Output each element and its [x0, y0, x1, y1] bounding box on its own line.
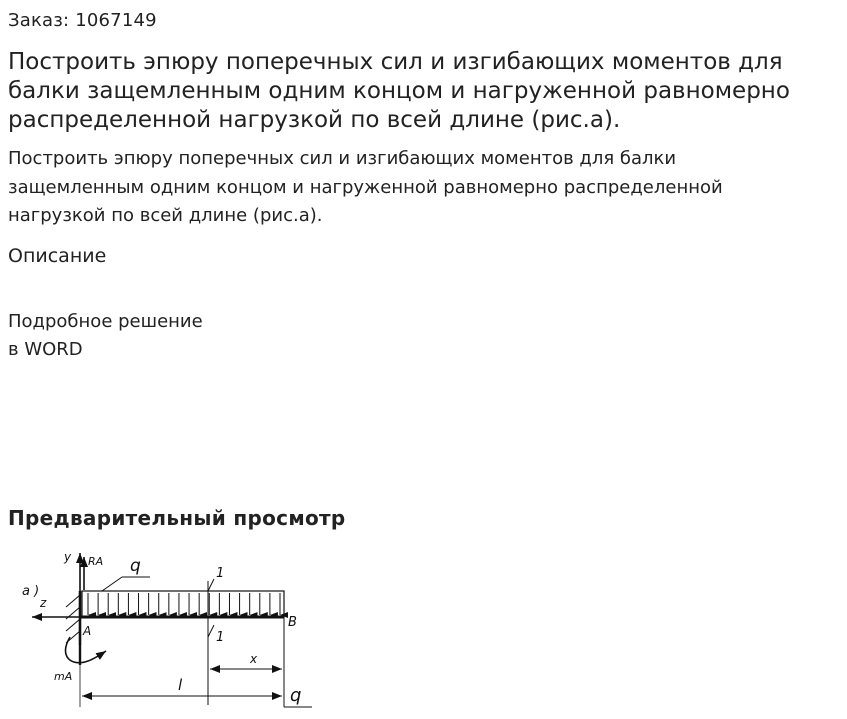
wall-hatch	[66, 619, 80, 631]
solution-line-2: в WORD	[8, 339, 83, 360]
moment-arc	[65, 637, 106, 663]
order-number: Заказ: 1067149	[8, 10, 157, 31]
x-coordinate-label: x	[250, 652, 258, 666]
section-tick-top	[208, 579, 214, 591]
solution-line-1: Подробное решение	[8, 311, 203, 332]
load-arrows	[88, 593, 280, 615]
task-title: Построить эпюру поперечных сил и изгибающих моментов для балки защемленным одним концом и нагруженной равномерно распределенной нагрузкой по всей длине (рис.а).	[8, 49, 790, 133]
beam-diagram	[18, 545, 318, 715]
point-b-label: B	[288, 615, 297, 630]
point-a-label: A	[83, 624, 92, 638]
y-axis-label: y	[64, 550, 72, 564]
diagram-label: q	[290, 685, 302, 706]
load-leader	[102, 577, 122, 591]
section-label-bottom: 1	[216, 630, 225, 645]
description-section-label: Описание	[8, 245, 107, 267]
preview-image	[18, 545, 318, 715]
reaction-label: RA	[88, 555, 104, 568]
moment-label: mA	[54, 670, 73, 683]
figure-label: а )	[22, 584, 40, 599]
section-label-top: 1	[216, 566, 225, 581]
section-tick-bottom	[208, 625, 214, 637]
preview-heading: Предварительный просмотр	[8, 506, 346, 530]
length-label: l	[178, 676, 183, 694]
z-axis-label: z	[40, 596, 47, 610]
distributed-load-box	[82, 591, 284, 617]
wall-hatch	[66, 595, 80, 607]
task-description: Построить эпюру поперечных сил и изгибающих моментов для балки защемленным одним концом и нагруженной равномерно распределенной нагрузкой по всей длине (рис.а).	[8, 148, 723, 226]
load-label: q	[130, 556, 141, 576]
solution-info	[8, 308, 203, 364]
